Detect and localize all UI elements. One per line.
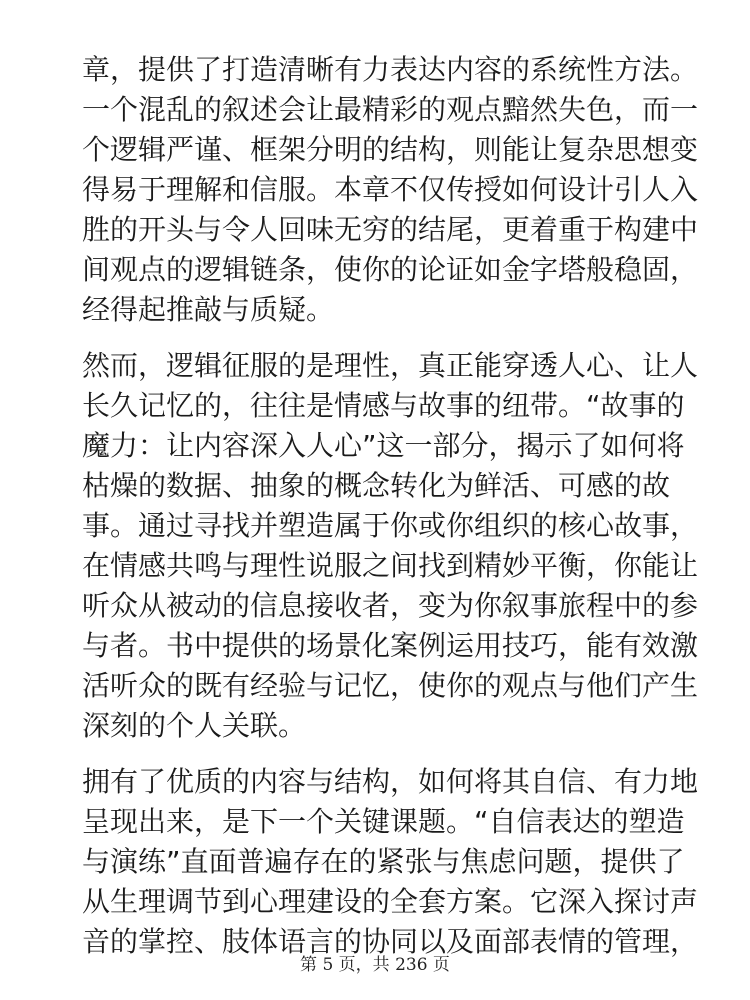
text-line: 枯燥的数据、抽象的概念转化为鲜活、可感的故 xyxy=(82,469,671,502)
text-line: 胜的开头与令人回味无穷的结尾，更着重于构建中 xyxy=(82,213,699,246)
paragraph-spacer xyxy=(82,746,682,762)
paragraph-spacer xyxy=(82,330,682,346)
text-line: 从生理调节到心理建设的全套方案。它深入探讨声 xyxy=(82,885,699,918)
text-line: 在情感共鸣与理性说服之间找到精妙平衡，你能让 xyxy=(82,549,699,582)
body-text xyxy=(82,50,699,962)
text-line: 章，提供了打造清晰有力表达内容的系统性方法。 xyxy=(82,53,699,86)
paragraph-3 xyxy=(82,762,699,962)
text-line: 与演练”直面普遍存在的紧张与焦虑问题，提供了 xyxy=(82,845,685,878)
text-line: 音的掌控、肢体语言的协同以及面部表情的管理， xyxy=(82,925,699,958)
text-line: 魔力：让内容深入人心”这一部分，揭示了如何将 xyxy=(82,429,685,462)
text-line: 呈现出来，是下一个关键课题。“自信表达的塑造 xyxy=(82,805,685,838)
text-line: 个逻辑严谨、框架分明的结构，则能让复杂思想变 xyxy=(82,133,699,166)
text-line: 听众从被动的信息接收者，变为你叙事旅程中的参 xyxy=(82,589,699,622)
text-line: 事。通过寻找并塑造属于你或你组织的核心故事， xyxy=(82,509,699,542)
paragraph-2 xyxy=(82,346,699,746)
text-line: 得易于理解和信服。本章不仅传授如何设计引人入 xyxy=(82,173,699,206)
page-number-footer: 第 5 页，共 236 页 xyxy=(300,955,450,975)
text-line: 活听众的既有经验与记忆，使你的观点与他们产生 xyxy=(82,669,699,702)
text-line: 与者。书中提供的场景化案例运用技巧，能有效激 xyxy=(82,629,699,662)
text-line: 深刻的个人关联。 xyxy=(82,709,307,742)
text-line: 然而，逻辑征服的是理性，真正能穿透人心、让人 xyxy=(82,349,699,382)
text-line: 长久记忆的，往往是情感与故事的纽带。“故事的 xyxy=(82,389,685,422)
text-line: 拥有了优质的内容与结构，如何将其自信、有力地 xyxy=(82,765,699,798)
text-line: 间观点的逻辑链条，使你的论证如金字塔般稳固， xyxy=(82,253,699,286)
text-line: 一个混乱的叙述会让最精彩的观点黯然失色，而一 xyxy=(82,93,699,126)
text-line: 经得起推敲与质疑。 xyxy=(82,293,335,326)
paragraph-1 xyxy=(82,50,699,330)
